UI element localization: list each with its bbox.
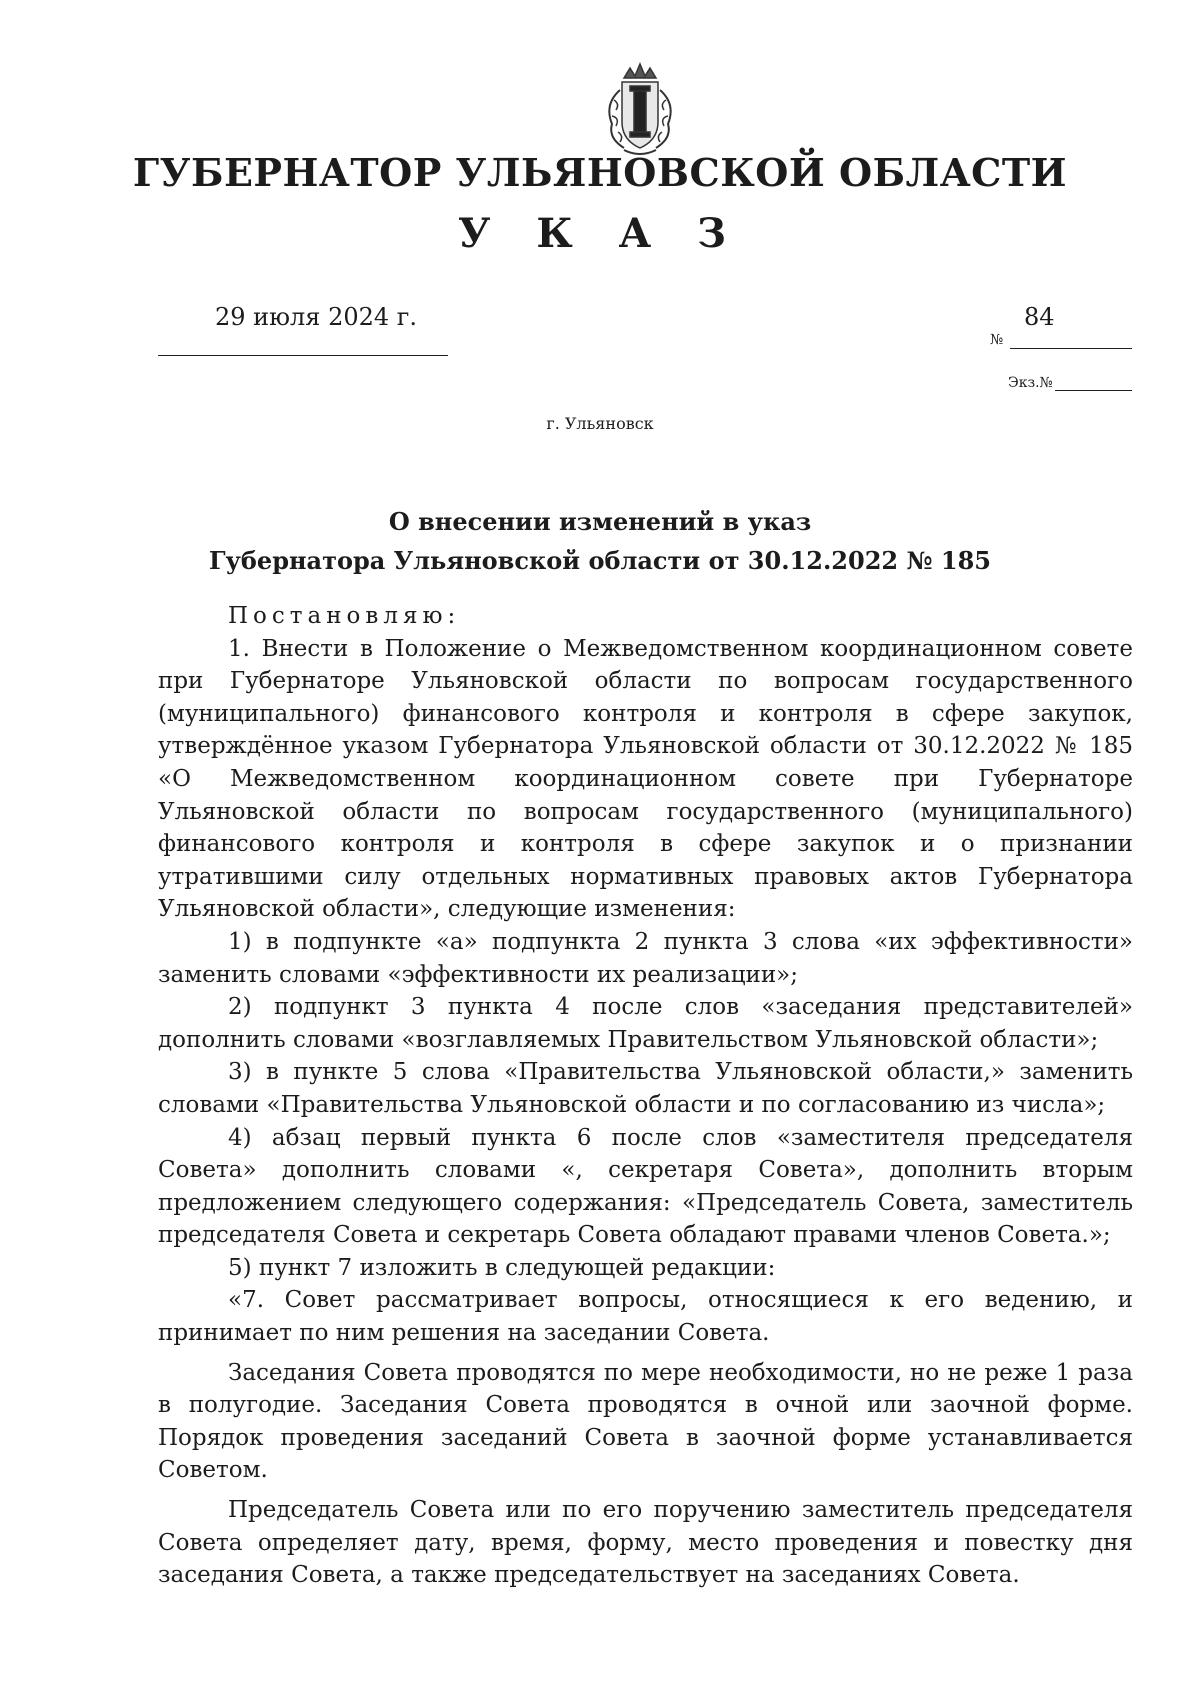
issuing-authority: ГУБЕРНАТОР УЛЬЯНОВСКОЙ ОБЛАСТИ bbox=[132, 150, 1068, 195]
document-body bbox=[158, 600, 1133, 1592]
subject-line-1: О внесении изменений в указ bbox=[388, 507, 812, 536]
document-subject bbox=[0, 502, 1200, 580]
number-underline bbox=[1010, 348, 1132, 349]
body-paragraph: 3) в пункте 5 слова «Правительства Ульяновской области,» заменить словами «Правительства Ульяновской области и по согласованию из числа»; bbox=[158, 1059, 1133, 1118]
body-paragraph: 4) абзац первый пункта 6 после слов «заместителя председателя Совета» дополнить словами «, секретаря Совета», дополнить вторым предложением следующего содержания: «Председатель Совета, заместитель председателя Совета и секретарь Совета обладают правами членов Совета.»; bbox=[158, 1124, 1133, 1249]
copy-number-underline bbox=[1055, 390, 1132, 391]
date-underline bbox=[158, 355, 448, 356]
number-label: № bbox=[990, 332, 1004, 348]
body-paragraph: «7. Совет рассматривает вопросы, относящиеся к его ведению, и принимает по ним решения на заседании Совета. bbox=[158, 1287, 1133, 1347]
document-type: У К А З bbox=[457, 210, 743, 257]
body-paragraph: Заседания Совета проводятся по мере необходимости, но не реже 1 раза в полугодие. Заседания Совета проводятся в очной или заочной форме. Порядок проведения заседаний Совета в заочной форме устанавливается Советом. bbox=[158, 1359, 1133, 1484]
document-number: 84 bbox=[1024, 303, 1055, 331]
body-paragraph: Председатель Совета или по его поручению заместитель председателя Совета определяет дату, время, форму, место проведения и повестку дня заседания Совета, а также председательствует на заседаниях Совета. bbox=[158, 1497, 1133, 1589]
subject-line-2: Губернатора Ульяновской области от 30.12.2022 № 185 bbox=[208, 546, 991, 575]
coat-of-arms-emblem bbox=[590, 60, 690, 160]
copy-number-label: Экз.№ bbox=[1008, 375, 1053, 391]
document-city: г. Ульяновск bbox=[546, 414, 654, 433]
body-paragraph: 1) в подпункте «а» подпункта 2 пункта 3 слова «их эффективности» заменить словами «эффективности их реализации»; bbox=[158, 928, 1133, 988]
resolution-intro: Постановляю: bbox=[228, 603, 461, 629]
body-paragraph: 1. Внести в Положение о Межведомственном координационном совете при Губернаторе Ульяновской области по вопросам государственного (муниципального) финансового контроля и контроля в сфере закупок, утверждённое указом Губернатора Ульяновской области от 30.12.2022 № 185 «О Межведомственном координационном совете при Губернаторе Ульяновской области по вопросам государственного (муниципального) финансового контроля и контроля в сфере закупок и о признании утратившими силу отдельных нормативных правовых актов Губернатора Ульяновской области», следующие изменения: bbox=[158, 635, 1133, 923]
body-paragraph: 2) подпункт 3 пункта 4 после слов «заседания представителей» дополнить словами «возглавляемых Правительством Ульяновской области»; bbox=[158, 994, 1133, 1053]
body-paragraph: 5) пункт 7 изложить в следующей редакции: bbox=[228, 1254, 776, 1281]
document-date: 29 июля 2024 г. bbox=[215, 303, 417, 331]
